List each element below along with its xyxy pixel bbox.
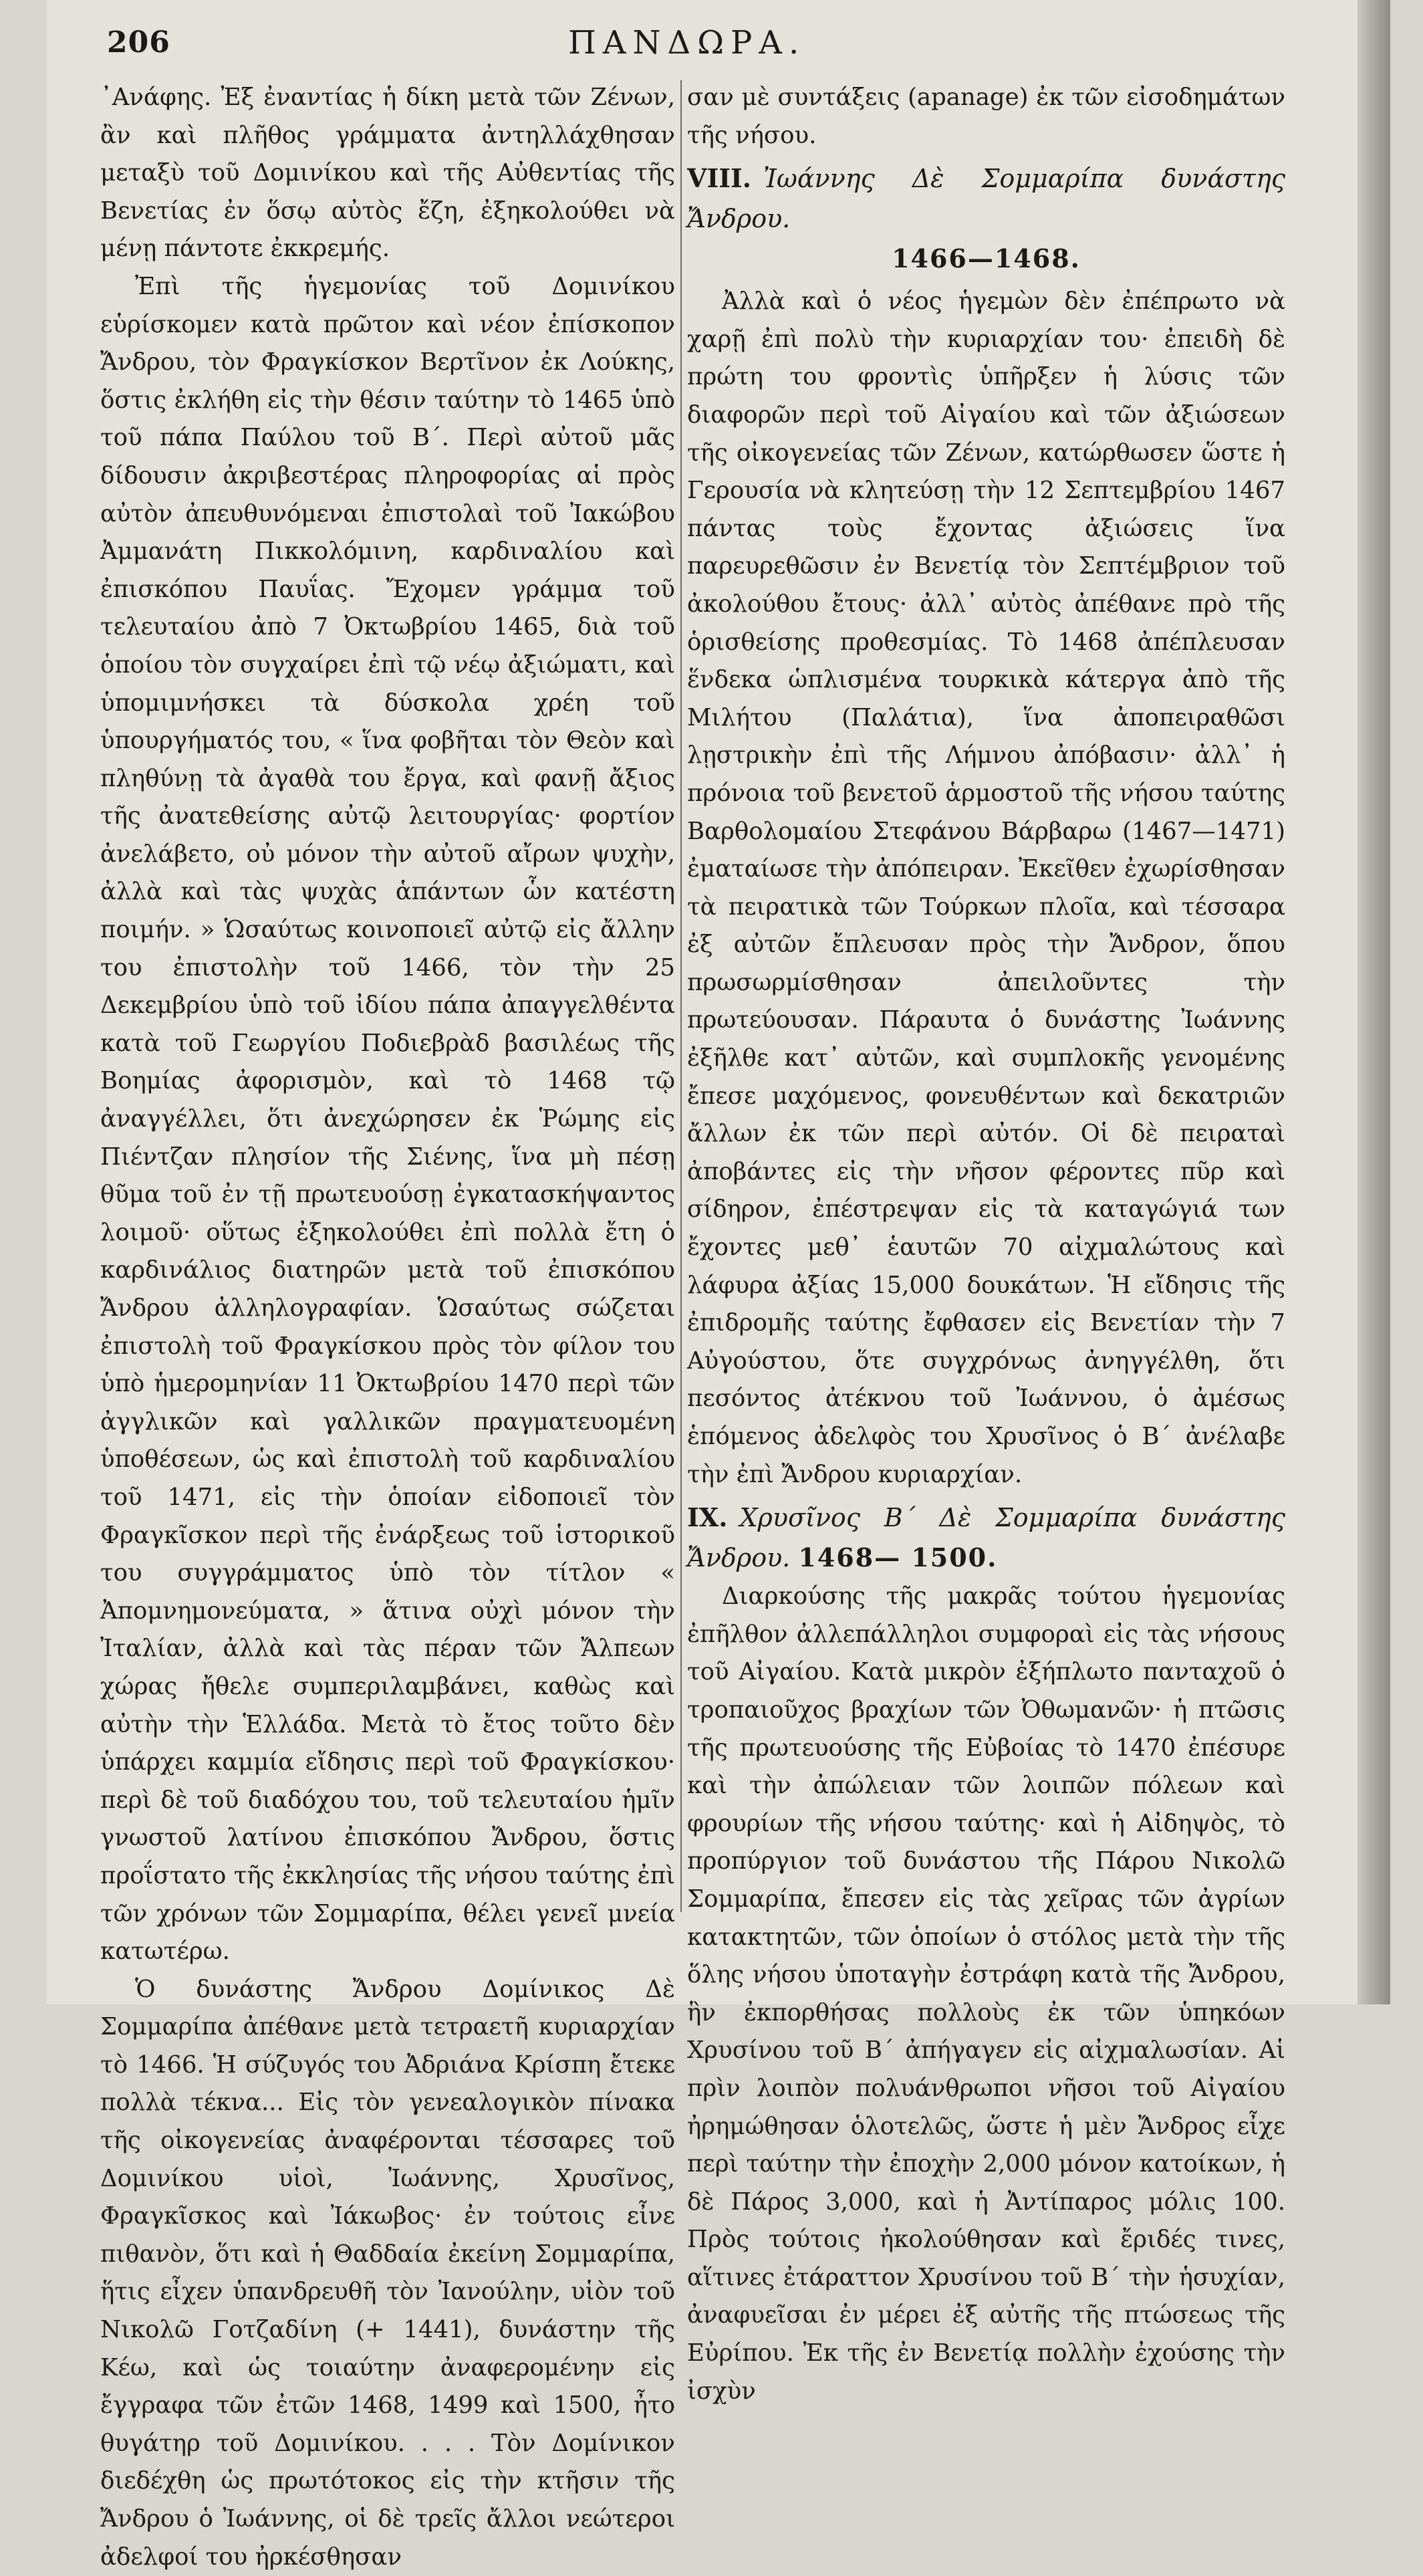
- left-paragraph-1: ᾿Ανάφης. Ἐξ ἐναντίας ἡ δίκη μετὰ τῶν Ζένων, ἂν καὶ πλῆθος γράμματα ἀντηλλάχθησαν μεταξὺ τοῦ Δομινίκου καὶ τῆς Αὐθεντίας τῆς Βενετίας ἐν ὅσῳ αὐτὸς ἔζη, ἐξηκολούθει νὰ μένῃ πάντοτε ἐκκρεμής.: [100, 84, 675, 263]
- right-paragraph-1: σαν μὲ συντάξεις (apanage) ἐκ τῶν εἰσοδημάτων τῆς νήσου.: [687, 84, 1285, 149]
- section-number-ix: IX.: [687, 1502, 728, 1533]
- section-number-viii: VIII.: [687, 163, 752, 194]
- left-paragraph-2: Ἐπὶ τῆς ἡγεμονίας τοῦ Δομινίκου εὑρίσκομεν κατὰ πρῶτον καὶ νέον ἐπίσκοπον Ἄνδρου, τὸν Φραγκίσκον Βερτῖνον ἐκ Λούκης, ὅστις ἐκλήθη εἰς τὴν θέσιν ταύτην τὸ 1465 ὑπὸ τοῦ πάπα Παύλου τοῦ Β΄. Περὶ αὐτοῦ μᾶς δίδουσιν ἀκριβεστέρας πληροφορίας αἱ πρὸς αὐτὸν ἀπευθυνόμεναι ἐπιστολαὶ τοῦ Ἰακώβου Ἀμμανάτη Πικκολόμινη, καρδιναλίου καὶ ἐπισκόπου Παυΐας. Ἔχομεν γράμμα τοῦ τελευταίου ἀπὸ 7 Ὀκτωβρίου 1465, διὰ τοῦ ὁποίου τὸν συγχαίρει ἐπὶ τῷ νέῳ ἀξιώματι, καὶ ὑπομιμνήσκει τὰ δύσκολα χρέη τοῦ ὑπουργήματός του, « ἵνα φοβῆται τὸν Θεὸν καὶ πληθύνῃ τὰ ἀγαθὰ του ἔργα, καὶ φανῇ ἄξιος τῆς ἀνατεθείσης αὐτῷ λειτουργίας· φορτίον ἀνελάβετο, οὐ μόνον τὴν αὐτοῦ αἴρων ψυχὴν, ἀλλὰ καὶ τὰς ψυχὰς ἁπάντων ὧν κατέστη ποιμήν. » Ὡσαύτως κοινοποιεῖ αὐτῷ εἰς ἄλλην του ἐπιστολὴν τοῦ 1466, τὸν τὴν 25 Δεκεμβρίου ὑπὸ τοῦ ἰδίου πάπα ἀπαγγελθέντα κατὰ τοῦ Γεωργίου Ποδιεβρὰδ βασιλέως τῆς Βοημίας ἀφορισμὸν, καὶ τὸ 1468 τῷ ἀναγγέλλει, ὅτι ἀνεχώρησεν ἐκ Ῥώμης εἰς Πιέντζαν πλησίον τῆς Σιένης, ἵνα μὴ πέσῃ θῦμα τοῦ ἐν τῇ πρωτευούσῃ ἐγκατασκήψαντος λοιμοῦ· οὕτως ἐξηκολούθει ἐπὶ πολλὰ ἔτη ὁ καρδινάλιος διατηρῶν μετὰ τοῦ ἐπισκόπου Ἄνδρου ἀλληλογραφίαν. Ὡσαύτως σώζεται ἐπιστολὴ τοῦ Φραγκίσκου πρὸς τὸν φίλον του ὑπὸ ἡμερομηνίαν 11 Ὀκτωβρίου 1470 περὶ τῶν ἀγγλικῶν καὶ γαλλικῶν πραγματευομένη ὑποθέσεων, ὡς καὶ ἐπιστολὴ τοῦ καρδιναλίου τοῦ 1471, εἰς τὴν ὁποίαν εἰδοποιεῖ τὸν Φραγκῖσκον περὶ τῆς ἐνάρξεως τοῦ ἱστορικοῦ του συγγράμματος ὑπὸ τὸν τίτλον « Ἀπομνημονεύματα, » ἅτινα οὐχὶ μόνον τὴν Ἰταλίαν, ἀλλὰ καὶ τὰς πέραν τῶν Ἄλπεων χώρας ἤθελε συμπεριλαμβάνει, καθὼς καὶ αὐτὴν τὴν Ἑλλάδα. Μετὰ τὸ ἔτος τοῦτο δὲν ὑπάρχει καμμία εἴδησις περὶ τοῦ Φραγκίσκου· περὶ δὲ τοῦ διαδόχου του, τοῦ τελευταίου ἡμῖν γνωστοῦ λατίνου ἐπισκόπου Ἄνδρου, ὅστις προΐστατο τῆς ἐκκλησίας τῆς νήσου ταύτης ἐπὶ τῶν χρόνων τῶν Σομμαρίπα, θέλει γενεῖ μνεία κατωτέρω.: [100, 272, 675, 1966]
- right-paragraph-3: Διαρκούσης τῆς μακρᾶς τούτου ἡγεμονίας ἐπῆλθον ἀλλεπάλληλοι συμφοραὶ εἰς τὰς νήσους τοῦ Αἰγαίου. Κατὰ μικρὸν ἐξήπλωτο πανταχοῦ ὁ τροπαιοῦχος βραχίων τῶν Ὀθωμανῶν· ἡ πτῶσις τῆς πρωτευούσης τῆς Εὐβοίας τὸ 1470 ἐπέσυρε καὶ τὴν ἀπώλειαν τῶν λοιπῶν πόλεων καὶ φρουρίων τῆς νήσου ταύτης· καὶ ἡ Αἰδηψὸς, τὸ προπύργιον τοῦ δυνάστου τῆς Πάρου Νικολῶ Σομμαρίπα, ἔπεσεν εἰς τὰς χεῖρας τῶν ἀγρίων κατακτητῶν, τῶν ὁποίων ὁ στόλος μετὰ τὴν τῆς ὅλης νήσου ὑποταγὴν ἐστράφη κατὰ τῆς Ἄνδρου, ἣν ἐκπορθήσας πολλοὺς ἐκ τῶν ὑπηκόων Χρυσίνου τοῦ Β΄ ἀπήγαγεν εἰς αἰχμαλωσίαν. Αἱ πρὶν λοιπὸν πολυάνθρωποι νῆσοι τοῦ Αἰγαίου ἠρημώθησαν ὁλοτελῶς, ὥστε ἡ μὲν Ἄνδρος εἶχε περὶ ταύτην τὴν ἐποχὴν 2,000 μόνον κατοίκων, ἡ δὲ Πάρος 3,000, καὶ ἡ Ἀντίπαρος μόλις 100. Πρὸς τούτοις ἠκολούθησαν καὶ ἔριδές τινες, αἵτινες ἐτάραττον Χρυσίνου τοῦ Β΄ τὴν ἡσυχίαν, ἀναφυεῖσαι ἐν μέρει ἐξ αὐτῆς τῆς πτώσεως τῆς Εὐρίπου. Ἐκ τῆς ἐν Βενετίᾳ πολλὴν ἐχούσης τὴν ἰσχὺν: [687, 1583, 1285, 2405]
- gutter-shadow: [1357, 0, 1390, 2004]
- page-header: [107, 20, 1364, 67]
- right-column: [687, 79, 1285, 2410]
- left-paragraph-3: Ὁ δυνάστης Ἄνδρου Δομίνικος Δὲ Σομμαρίπα ἀπέθανε μετὰ τετραετῆ κυριαρχίαν τὸ 1466. Ἡ σύζυγός του Ἀδριάνα Κρίσπη ἔτεκε πολλὰ τέκνα... Εἰς τὸν γενεαλογικὸν πίνακα τῆς οἰκογενείας ἀναφέρονται τέσσαρες τοῦ Δομινίκου υἱοὶ, Ἰωάννης, Χρυσῖνος, Φραγκῖσκος καὶ Ἰάκωβος· ἐν τούτοις εἶνε πιθανὸν, ὅτι καὶ ἡ Θαδδαία ἐκείνη Σομμαρίπα, ἥτις εἶχεν ὑπανδρευθῆ τὸν Ἰανούλην, υἱὸν τοῦ Νικολῶ Γοτζαδίνη (+ 1441), δυνάστην τῆς Κέω, καὶ ὡς τοιαύτην ἀναφερομένην εἰς ἔγγραφα τῶν ἐτῶν 1468, 1499 καὶ 1500, ἦτο θυγάτηρ τοῦ Δομινίκου. . . . Τὸν Δομίνικον διεδέχθη ὡς πρωτότοκος εἰς τὴν κτῆσιν τῆς Ἄνδρου ὁ Ἰωάννης, οἱ δὲ τρεῖς ἄλλοι νεώτεροι ἀδελφοί του ἠρκέσθησαν: [100, 1975, 675, 2571]
- section-title-ix: Χρυσῖνος Β΄ Δὲ Σομμαρίπα δυνάστης Ἄνδρου.: [687, 1503, 1285, 1573]
- right-paragraph-2: Ἀλλὰ καὶ ὁ νέος ἡγεμὼν δὲν ἐπέπρωτο νὰ χαρῇ ἐπὶ πολὺ τὴν κυριαρχίαν του· ἐπειδὴ δὲ πρώτη του φροντὶς ὑπῆρξεν ἡ λύσις τῶν διαφορῶν περὶ τοῦ Αἰγαίου καὶ τῶν ἀξιώσεων τῆς οἰκογενείας τῶν Ζένων, κατώρθωσεν ὥστε ἡ Γερουσία νὰ κλητεύσῃ τὴν 12 Σεπτεμβρίου 1467 πάντας τοὺς ἔχοντας ἀξιώσεις ἵνα παρευρεθῶσιν ἐν Βενετίᾳ τὸν Σεπτέμβριον τοῦ ἀκολούθου ἔτους· ἀλλ᾿ αὐτὸς ἀπέθανε πρὸ τῆς ὁρισθείσης προθεσμίας. Τὸ 1468 ἀπέπλευσαν ἕνδεκα ὡπλισμένα τουρκικὰ κάτεργα ἀπὸ τῆς Μιλήτου (Παλάτια), ἵνα ἀποπειραθῶσι λῃστρικὴν ἐπὶ τῆς Λήμνου ἀπόβασιν· ἀλλ᾿ ἡ πρόνοια τοῦ βενετοῦ ἁρμοστοῦ τῆς νήσου ταύτης Βαρθολομαίου Στεφάνου Βάρβαρω (1467—1471) ἐματαίωσε τὴν ἀπόπειραν. Ἐκεῖθεν ἐχωρίσθησαν τὰ πειρατικὰ τῶν Τούρκων πλοῖα, καὶ τέσσαρα ἐξ αὐτῶν ἔπλευσαν πρὸς τὴν Ἄνδρον, ὅπου πρωσωρμίσθησαν ἀπειλοῦντες τὴν πρωτεύουσαν. Πάραυτα ὁ δυνάστης Ἰωάννης ἐξῆλθε κατ᾿ αὐτῶν, καὶ συμπλοκῆς γενομένης ἔπεσε μαχόμενος, φονευθέντων καὶ δεκατριῶν ἄλλων ἐκ τῶν περὶ αὐτόν. Οἱ δὲ πειραταὶ ἀποβάντες εἰς τὴν νῆσον φέροντες πῦρ καὶ σίδηρον, ἐπέστρεψαν εἰς τὰ καταγώγιά των ἔχοντες μεθ᾿ ἑαυτῶν 70 αἰχμαλώτους καὶ λάφυρα ἀξίας 15,000 δουκάτων. Ἡ εἴδησις τῆς ἐπιδρομῆς ταύτης ἔφθασεν εἰς Βενετίαν τὴν 7 Αὐγούστου, ὅτε συγχρόνως ἀνηγγέλθη, ὅτι πεσόντος ἀτέκνου τοῦ Ἰωάννου, ὁ ἀμέσως ἑπόμενος ἀδελφὸς του Χρυσῖνος ὁ Β΄ ἀνέλαβε τὴν ἐπὶ Ἄνδρου κυριαρχίαν.: [687, 287, 1285, 1488]
- section-dates-ix: 1468— 1500.: [798, 1542, 998, 1573]
- section-dates-viii: 1466—1468.: [892, 243, 1081, 274]
- section-heading-ix: [687, 1498, 1285, 1578]
- section-heading-viii: [687, 158, 1285, 239]
- left-column: [100, 79, 675, 2576]
- section-title-viii: Ἰωάννης Δὲ Σομμαρίπα δυνάστης Ἄνδρου.: [687, 164, 1285, 234]
- column-divider: [680, 80, 682, 1912]
- page-number: 206: [107, 25, 170, 60]
- running-title: ΠΑΝΔΩΡΑ.: [568, 24, 806, 62]
